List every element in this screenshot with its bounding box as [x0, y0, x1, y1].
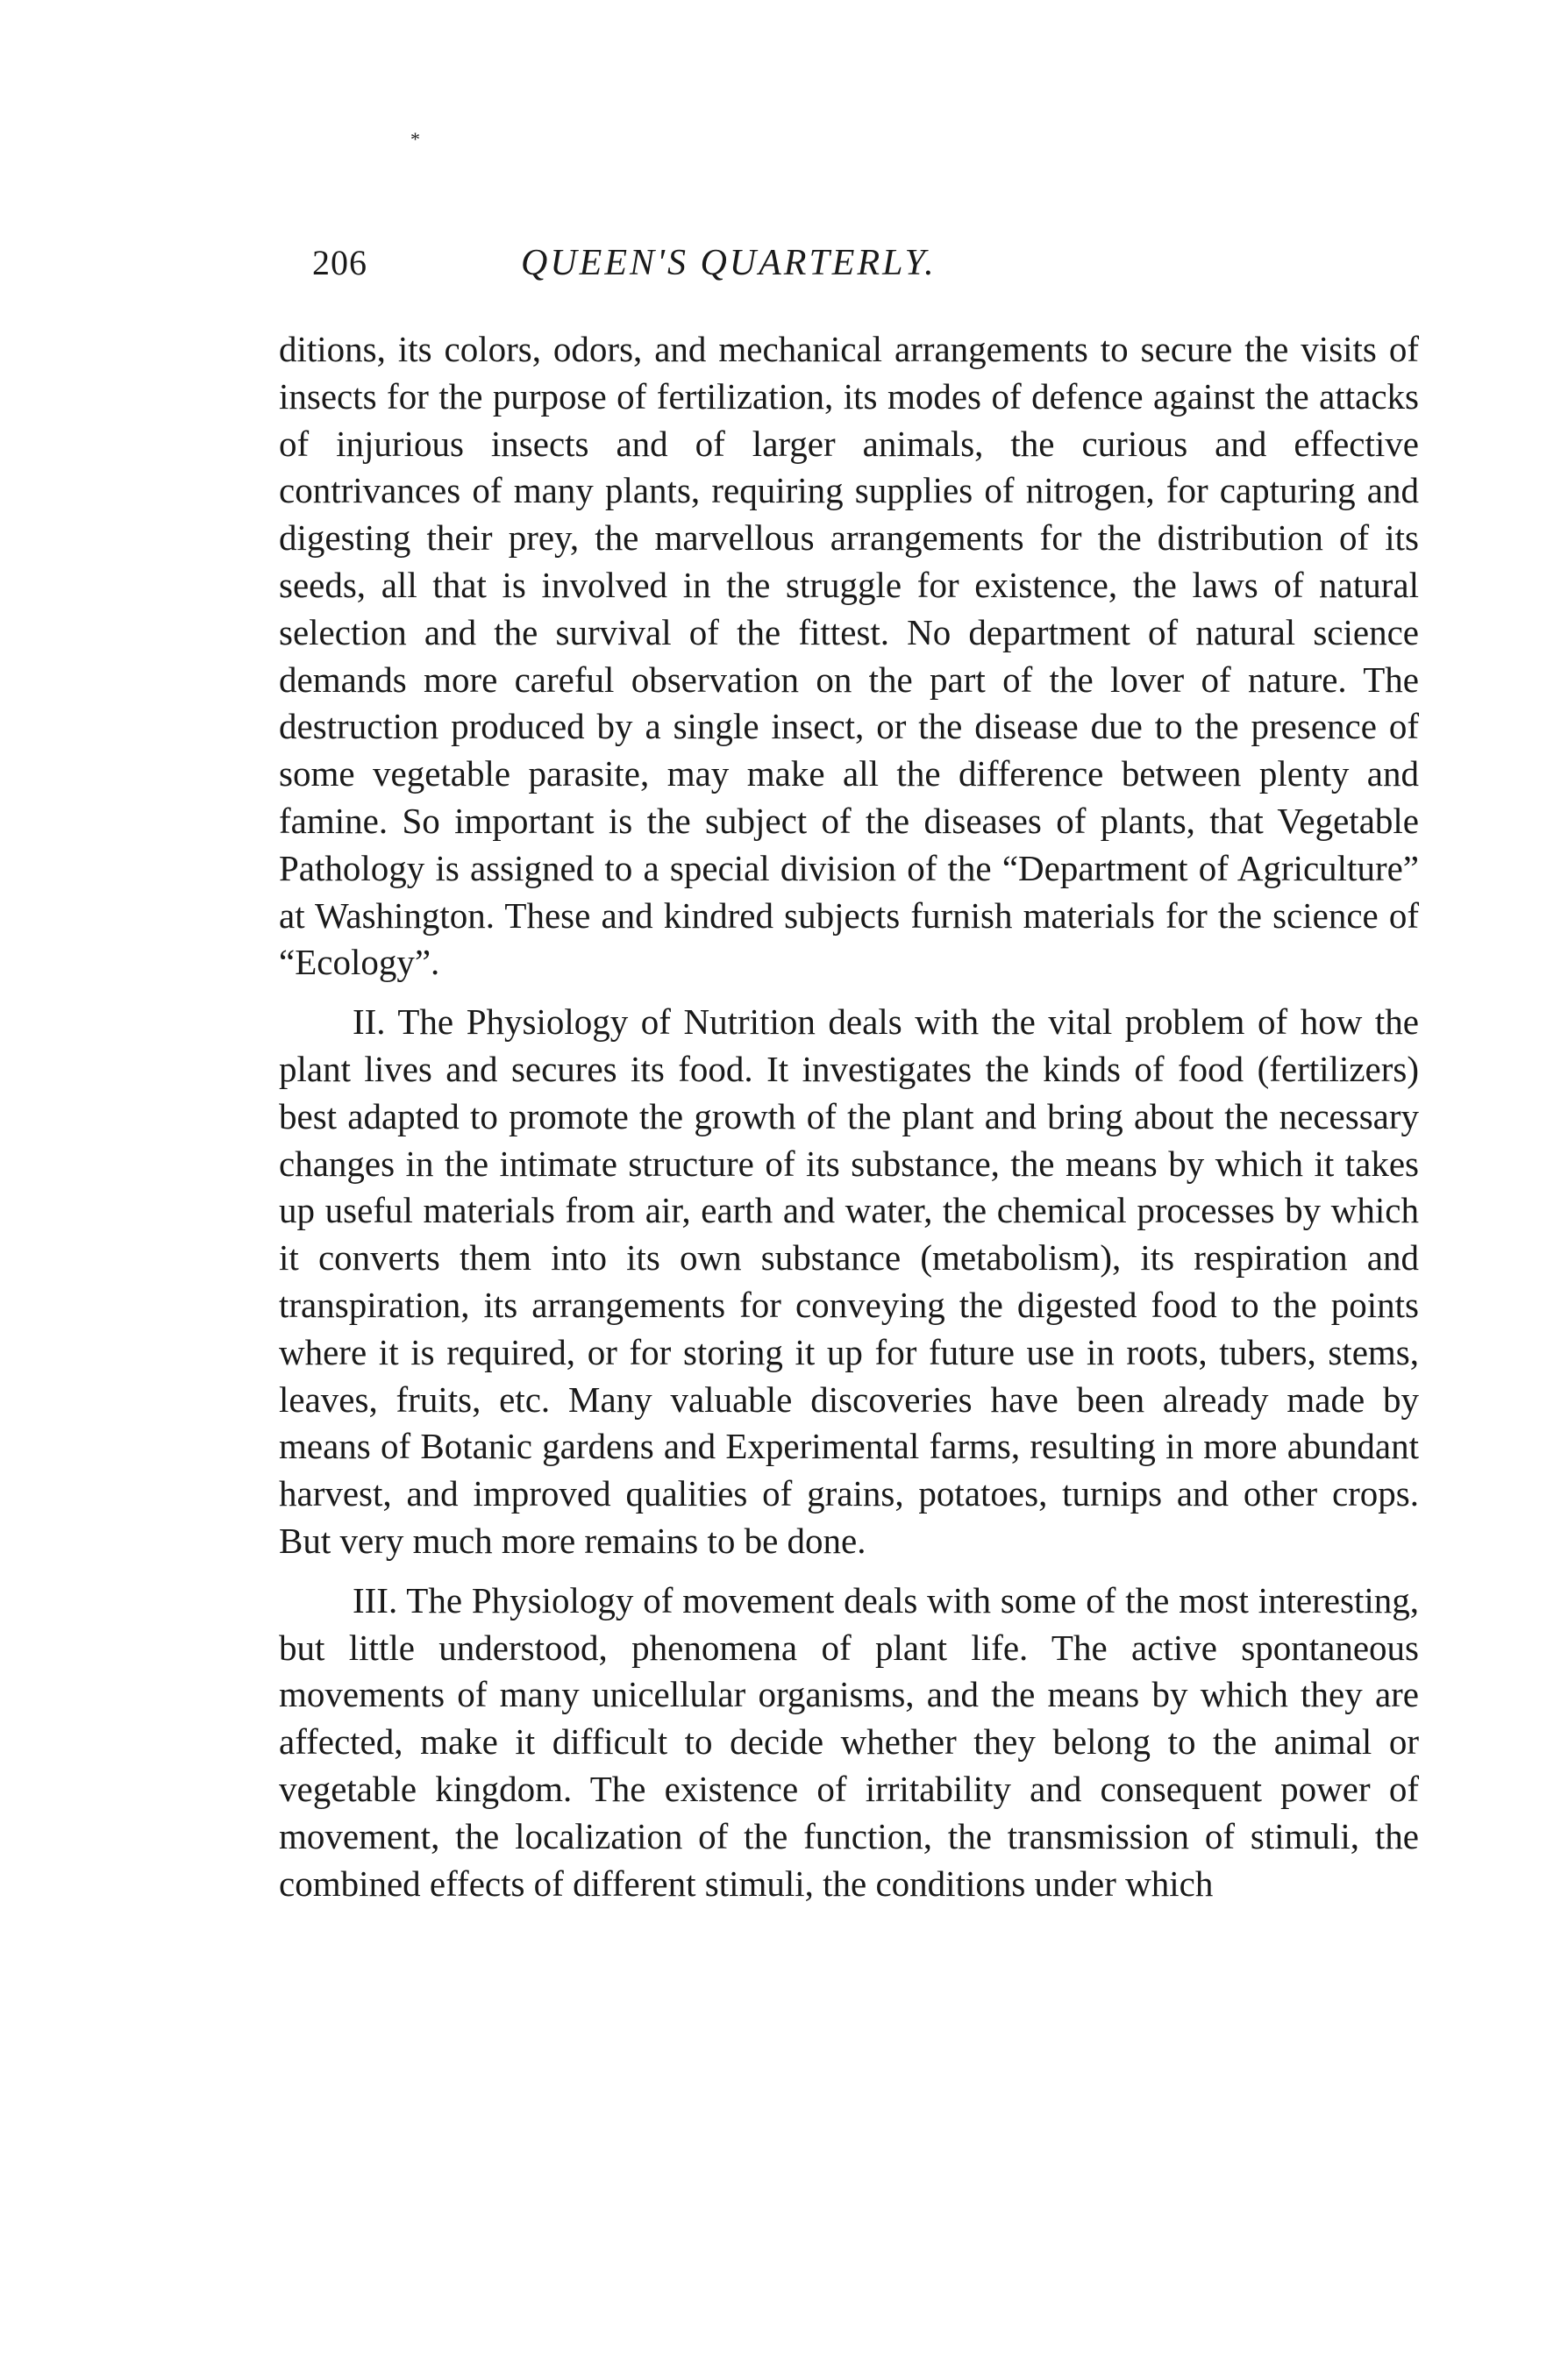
running-title: QUEEN'S QUARTERLY. [521, 243, 937, 283]
printer-mark: * [410, 128, 420, 150]
paragraph-movement: III. The Physiology of movement deals with some of the most interesting, but little understood, phenomena of plant life. The active spontaneous movements of many unicellular organisms, and the means by which they are affected, make it difficult to decide whether they belong to the animal or vegetable kingdom. The existence of irritability and consequent power of movement, the localization of the function, the transmission of stimuli, the combined effects of different stimuli, the conditions under which [279, 1579, 1419, 1904]
paragraph-continued: ditions, its colors, odors, and mechanical arrangements to secure the visits of insects for the purpose of fertilization, its modes of defence against the attacks of injurious insects and of larger animals, the curious and effective contrivances of many plants, requiring supplies of nitrogen, for capturing and digesting their prey, the marvellous arrangements for the distribution of its seeds, all that is involved in the struggle for existence, the laws of natural selection and the survival of the fittest. No department of natural science demands more careful observation on the part of the lover of nature. The destruction produced by a single insect, or the disease due to the presence of some vegetable parasite, may make all the difference between plenty and famine. So important is the subject of the diseases of plants, that Vegetable Pathology is assigned to a special division of the “Department of Agriculture” at Washington. These and kindred subjects furnish materials for the science of “Ecology”. [279, 329, 1419, 983]
body-text [279, 326, 1419, 1907]
page-number: 206 [312, 243, 367, 282]
paragraph-nutrition: II. The Physiology of Nutrition deals with the vital problem of how the plant lives and secures its food. It investigates the kinds of food (fertilizers) best adapted to promote the growth of the plant and bring about the necessary changes in the intimate structure of its substance, the means by which it takes up useful materials from air, earth and water, the chemical processes by which it converts them into its own substance (metabolism), its respiration and transpiration, its arrangements for conveying the digested food to the points where it is required, or for storing it up for future use in roots, tubers, stems, leaves, fruits, etc. Many valuable discoveries have been already made by means of Botanic gardens and Experimental farms, resulting in more abundant harvest, and improved qualities of grains, potatoes, turnips and other crops. But very much more remains to be done. [279, 1001, 1419, 1561]
page-header [312, 235, 1400, 296]
